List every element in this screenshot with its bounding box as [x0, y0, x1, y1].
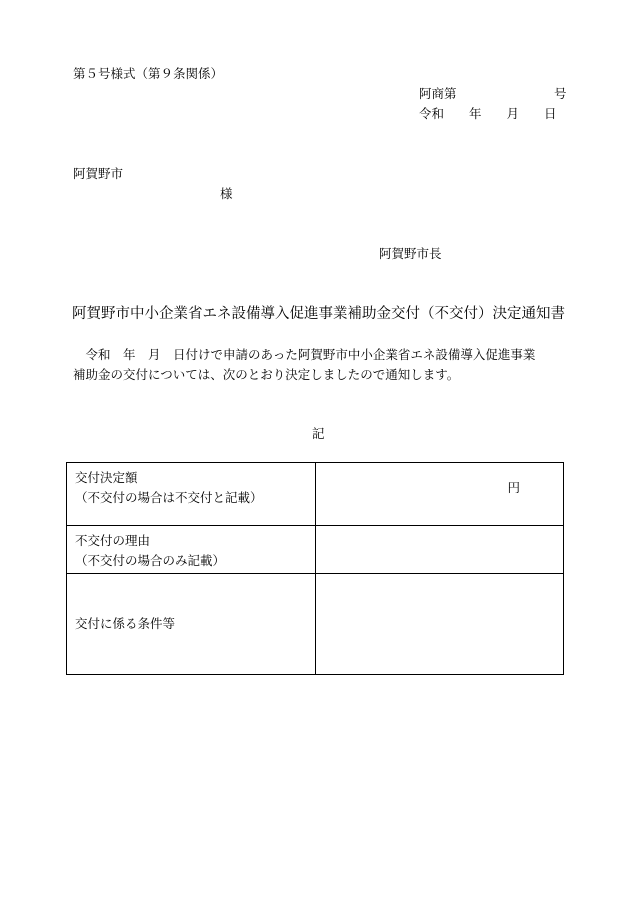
table-label-note: （不交付の場合のみ記載） — [75, 553, 226, 568]
yen-unit: 円 — [507, 480, 520, 495]
table-value-cell — [316, 574, 564, 675]
table-value-cell — [316, 463, 564, 526]
table-row — [67, 574, 564, 675]
recipient-honorific: 様 — [220, 186, 233, 201]
table-label: 不交付の理由 — [75, 533, 151, 548]
date-line: 令和 年 月 日 — [419, 106, 557, 121]
reference-number-suffix: 号 — [554, 86, 567, 101]
reference-number-prefix: 阿商第 — [419, 86, 457, 101]
table-label: 交付に係る条件等 — [75, 616, 176, 631]
table-label-cell — [67, 526, 316, 574]
recipient-city: 阿賀野市 — [73, 166, 124, 181]
form-number: 第５号様式（第９条関係） — [73, 66, 224, 81]
table-value-cell — [316, 526, 564, 574]
table-row — [67, 526, 564, 574]
decision-table — [66, 462, 564, 675]
table-label: 交付決定額 — [75, 470, 138, 485]
table-row — [67, 463, 564, 526]
table-label-cell — [67, 463, 316, 526]
table-label-cell — [67, 574, 316, 675]
table-label-note: （不交付の場合は不交付と記載） — [75, 490, 263, 505]
body-text-line-2: 補助金の交付については、次のとおり決定しましたので通知します。 — [73, 367, 460, 382]
ki-heading: 記 — [312, 426, 325, 441]
sender-name: 阿賀野市長 — [379, 246, 442, 261]
body-text-line-1: 令和 年 月 日付けで申請のあった阿賀野市中小企業省エネ設備導入促進事業 — [73, 347, 536, 362]
document-title: 阿賀野市中小企業省エネ設備導入促進事業補助金交付（不交付）決定通知書 — [72, 306, 565, 322]
